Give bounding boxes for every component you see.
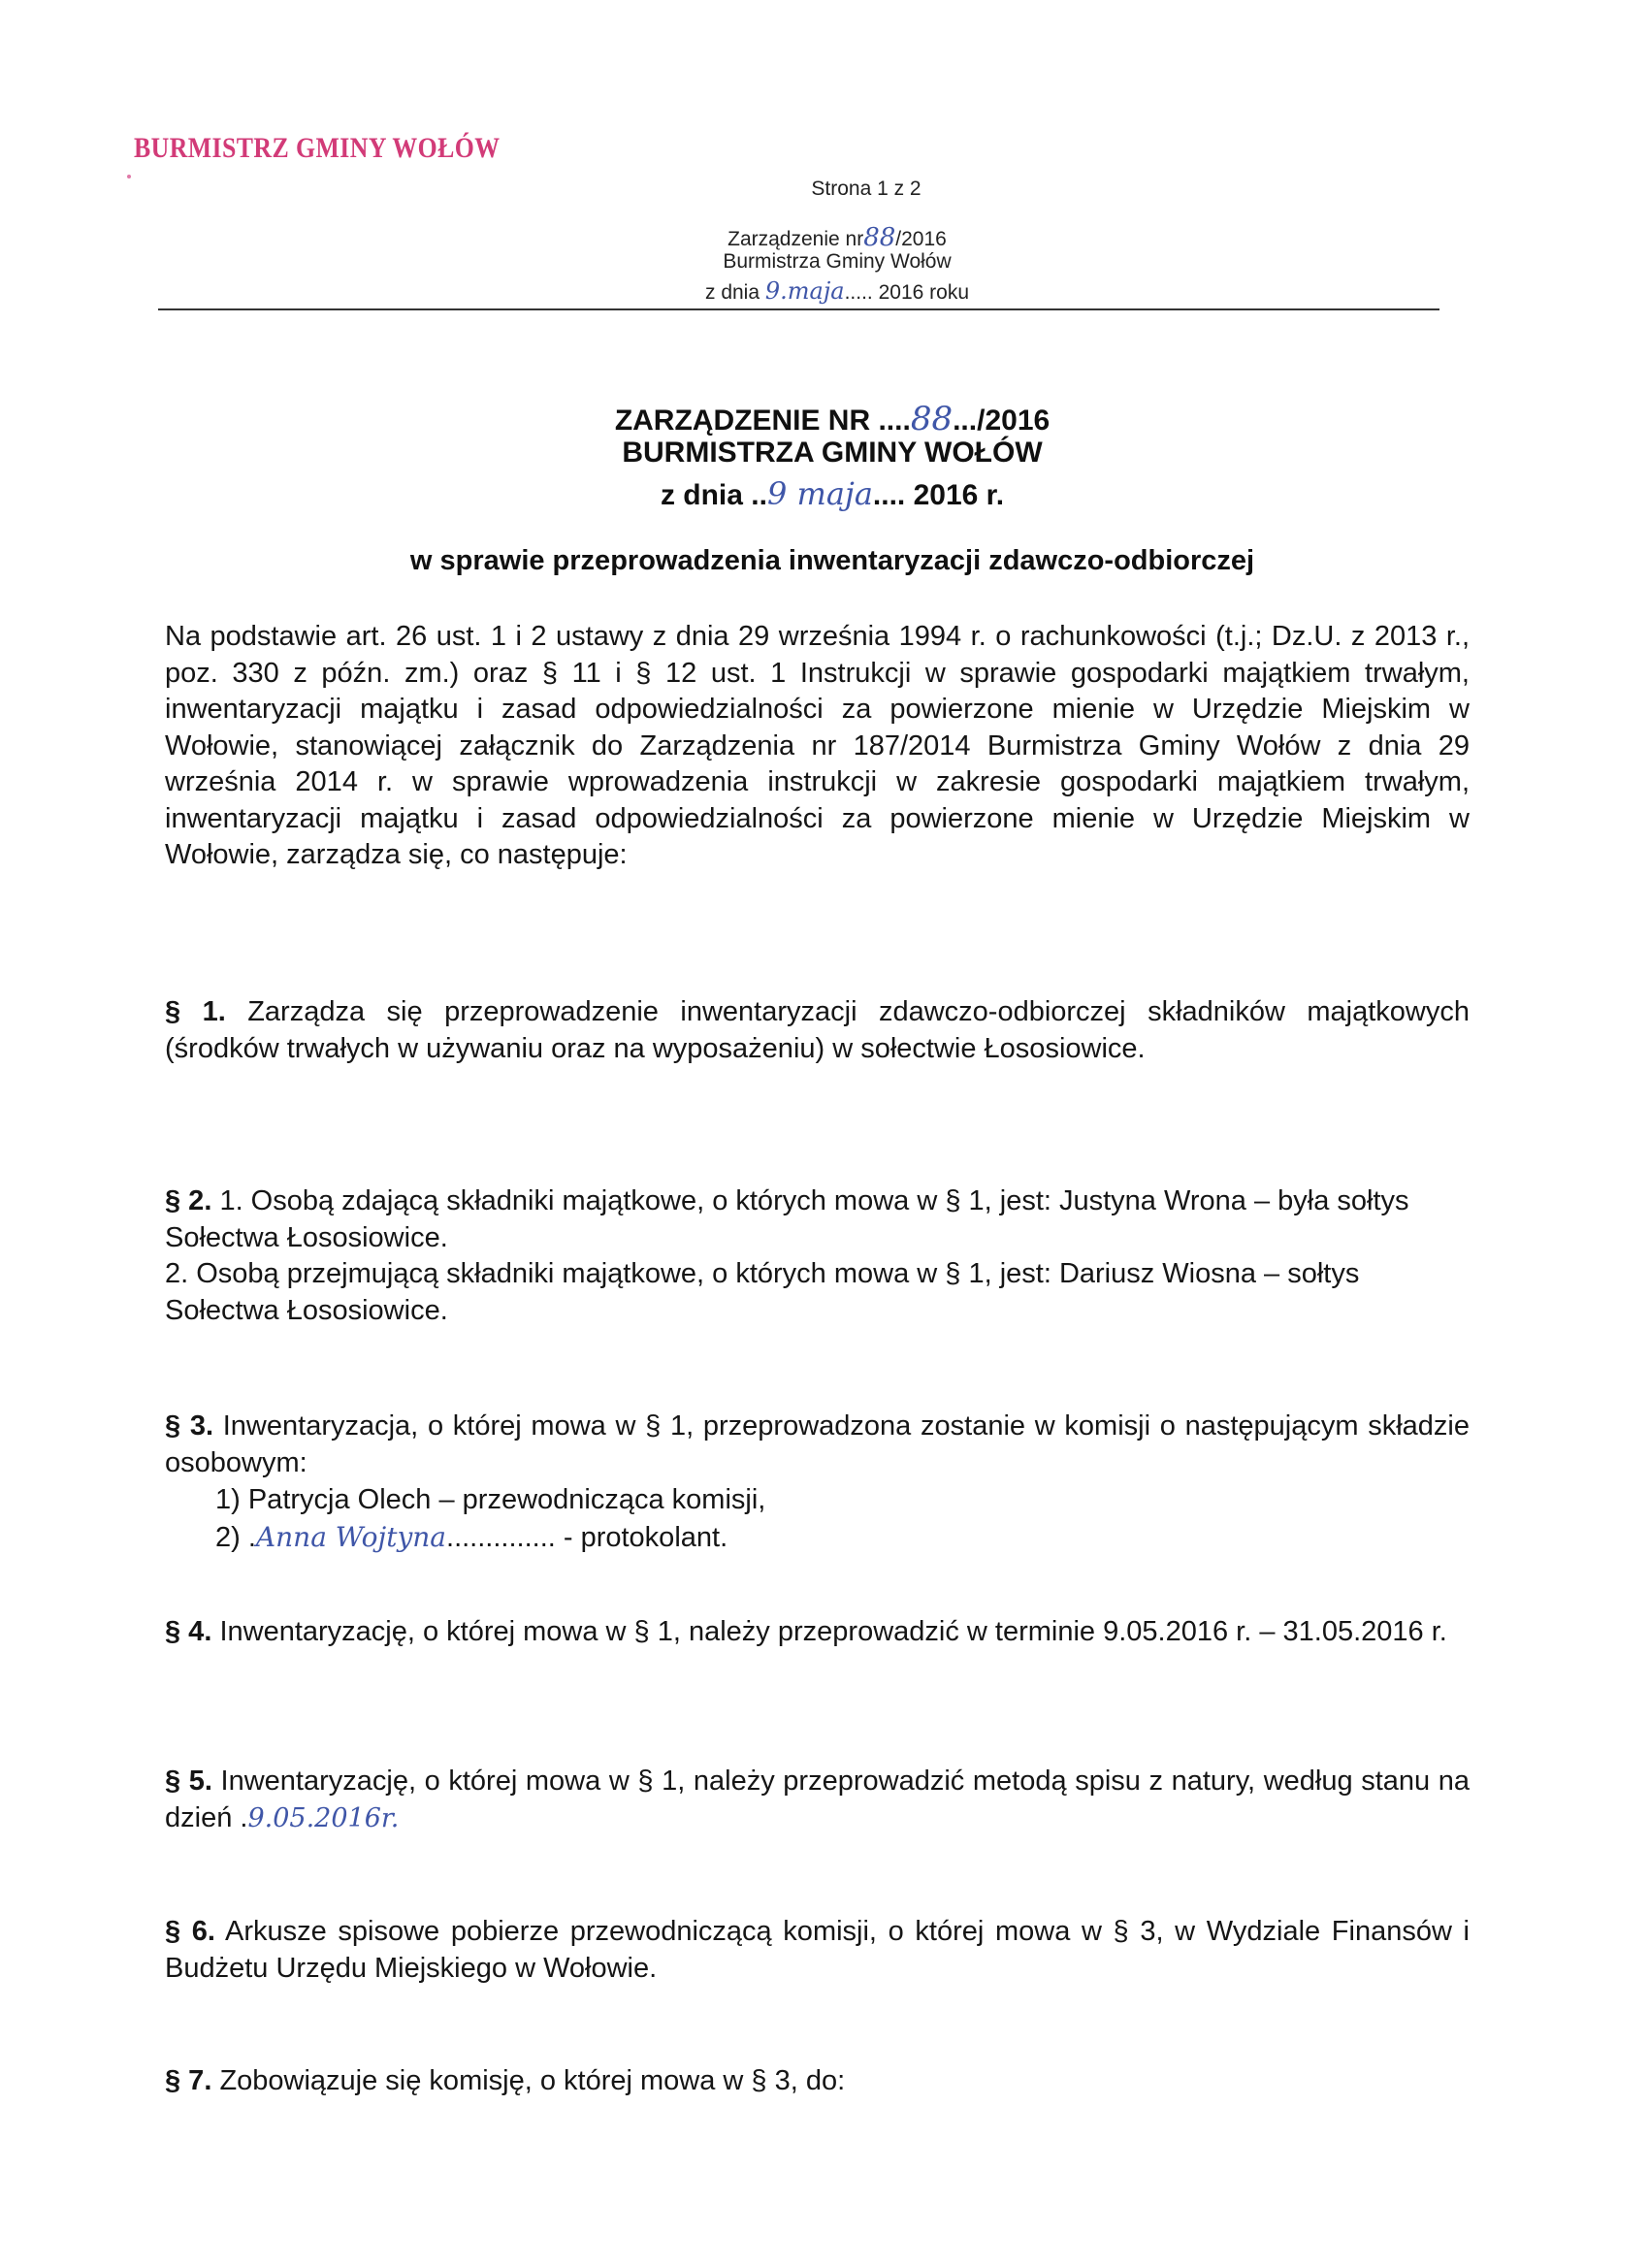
- section-2-line-1: [165, 1183, 1470, 1256]
- title-authority: BURMISTRZA GMINY WOŁÓW: [622, 437, 1043, 469]
- section-1-label: § 1.: [165, 996, 226, 1027]
- institution-stamp: BURMISTRZ GMINY WOŁÓW: [134, 132, 501, 164]
- committee-member-2-suffix: .............. - protokolant.: [446, 1522, 728, 1553]
- document-subject: w sprawie przeprowadzenia inwentaryzacji zdawczo-odbiorczej: [409, 545, 1255, 576]
- title-suffix: /2016: [977, 405, 1051, 437]
- header-reference: [13, 223, 1649, 252]
- header-divider: [158, 308, 1439, 310]
- section-5-text: Inwentaryzację, o której mowa w § 1, należy przeprowadzić metodą spisu z natury, według stanu na dzień .: [165, 1766, 1471, 1833]
- header-date-prefix: z dnia: [704, 281, 760, 304]
- document-title: ZARZĄDZENIE NR ....88.../2016: [614, 400, 1051, 438]
- section-5-handwritten-date: 9.05.2016r.: [247, 1802, 400, 1833]
- committee-member-2-handwritten: Anna Wojtyna: [255, 1521, 447, 1553]
- title-date-prefix: z dnia: [660, 479, 743, 511]
- section-7-label: § 7.: [165, 2065, 212, 2096]
- section-6-text: Arkusze spisowe pobierze przewodniczącą komisji, o której mowa w § 3, w Wydziale Finansów i Budżetu Urzędu Miejskiego w Wołowie.: [165, 1916, 1470, 1984]
- section-3: [165, 1409, 1470, 1481]
- section-2-label: § 2.: [165, 1185, 212, 1216]
- title-date-suffix: 2016 r.: [913, 479, 1005, 511]
- section-2-text-1: 1. Osobą zdającą składniki majątkowe, o których mowa w § 1, jest: Justyna Wrona – była sołtys Sołectwa Łososiowice.: [165, 1185, 1409, 1253]
- section-7: [165, 2063, 1470, 2100]
- header-authority: Burmistrza Gminy Wołów: [723, 250, 952, 273]
- header-ref-number-handwritten: 88: [863, 223, 896, 252]
- title-number-handwritten: 88: [910, 400, 954, 438]
- title-date: z dnia ..9 maja.... 2016 r.: [660, 475, 1005, 512]
- section-5: [165, 1764, 1470, 1836]
- section-6-label: § 6.: [165, 1916, 215, 1947]
- committee-member-2-prefix: 2) .: [215, 1522, 256, 1553]
- title-date-handwritten: 9 maja: [766, 475, 873, 512]
- section-3-text: Inwentaryzacja, o której mowa w § 1, przeprowadzona zostanie w komisji o następującym składzie osobowym:: [165, 1410, 1470, 1478]
- section-4-label: § 4.: [165, 1616, 212, 1647]
- committee-member-2: [215, 1519, 728, 1557]
- header-date-suffix: 2016 roku: [878, 281, 970, 304]
- committee-member-1: 1) Patrycja Olech – przewodnicząca komisji,: [215, 1484, 766, 1515]
- section-3-label: § 3.: [165, 1410, 214, 1442]
- header-ref-suffix: /2016: [895, 228, 947, 250]
- title-prefix: ZARZĄDZENIE NR: [614, 405, 871, 437]
- section-2: [165, 1183, 1470, 1329]
- section-2-text-2: 2. Osobą przejmującą składniki majątkowe, o których mowa w § 1, jest: Dariusz Wiosna – sołtys Sołectwa Łososiowice.: [165, 1258, 1360, 1326]
- header-ref-prefix: Zarządzenie nr: [728, 228, 864, 250]
- page-counter: Strona 1 z 2: [811, 178, 922, 200]
- header-date-handwritten: 9.maja: [764, 277, 845, 305]
- legal-basis-paragraph: Na podstawie art. 26 ust. 1 i 2 ustawy z dnia 29 września 1994 r. o rachunkowości (t.j.; Dz.U. z 2013 r., poz. 330 z późn. zm.) oraz § 11 i § 12 ust. 1 Instrukcji w sprawie gospodarki majątkiem trwałym, inwentaryzacji majątku i zasad odpowiedzialności za powierzone mienie w Urzędzie Miejskim w Wołowie, stanowiącej załącznik do Zarządzenia nr 187/2014 Burmistrza Gminy Wołów z dnia 29 września 2014 r. w sprawie wprowadzenia instrukcji w zakresie gospodarki majątkiem trwałym, inwentaryzacji majątku i zasad odpowiedzialności za powierzone mienie w Urzędzie Miejskim w Wołowie, zarządza się, co następuje:: [165, 621, 1470, 870]
- section-4: [165, 1614, 1470, 1651]
- section-1-text: Zarządza się przeprowadzenie inwentaryzacji zdawczo-odbiorczej składników majątkowych (środków trwałych w używaniu oraz na wyposażeniu) w sołectwie Łososiowice.: [165, 996, 1470, 1064]
- section-1: [165, 994, 1470, 1067]
- section-5-label: § 5.: [165, 1766, 212, 1797]
- section-4-text: Inwentaryzację, o której mowa w § 1, należy przeprowadzić w terminie 9.05.2016 r. – 31.05.2016 r.: [219, 1616, 1447, 1647]
- header-date: z dnia 9.maja..... 2016 roku: [704, 277, 970, 305]
- section-6: [165, 1914, 1470, 1987]
- section-7-text: Zobowiązuje się komisję, o której mowa w § 3, do:: [219, 2065, 846, 2096]
